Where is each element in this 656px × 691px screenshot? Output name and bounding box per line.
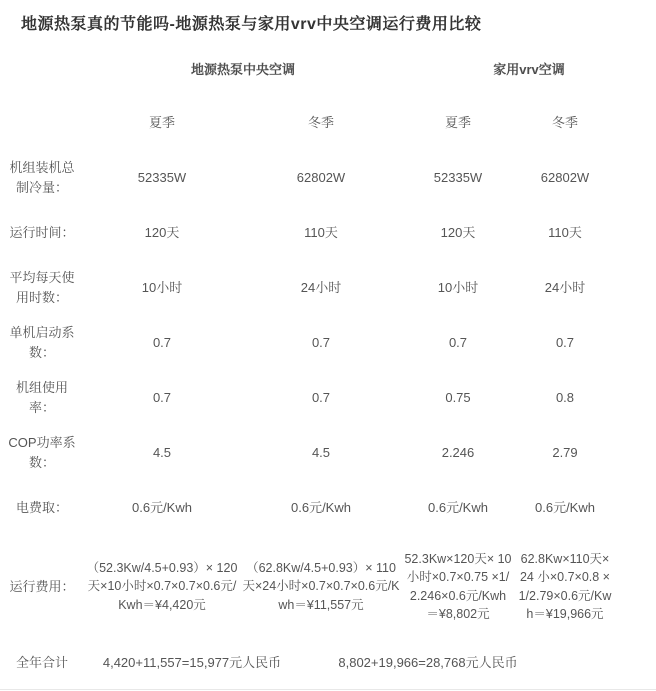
table-row-usage-rate [0, 370, 656, 425]
table-row-cooling-capacity [0, 150, 656, 205]
cell-value: 110天 [304, 224, 338, 240]
total-value-vrv: 8,802+19,966=28,768元人民币 [338, 655, 518, 671]
cell-value: 0.7 [555, 334, 575, 350]
cell-value: 24小时 [544, 279, 586, 295]
group-header-vrv: 家用vrv空调 [493, 62, 565, 78]
cell-value: 4.5 [152, 444, 172, 460]
table-row-electricity-price [0, 480, 656, 535]
cell-value: 0.7 [152, 334, 172, 350]
cell-formula: 52.3Kw×120天× 10 小时×0.7×0.75 ×1/2.246×0.6元/Kwh＝¥8,802元 [404, 552, 512, 621]
row-label: 全年合计 [15, 655, 68, 671]
cell-value: 62802W [540, 169, 590, 185]
row-label: 平均每天使用时数： [9, 270, 75, 305]
row-label: 机组装机总制冷量： [9, 160, 75, 195]
cell-value: 2.79 [552, 444, 578, 460]
cell-value: 10小时 [437, 279, 479, 295]
page-title: 地源热泵真的节能吗-地源热泵与家用vrv中央空调运行费用比较 [21, 16, 482, 33]
table-row-running-cost [0, 535, 656, 638]
cell-formula: （52.3Kw/4.5+0.93）× 120天×10小时×0.7×0.7×0.6元/Kwh＝¥4,420元 [86, 561, 238, 612]
season-label-geo-winter: 冬季 [307, 114, 334, 130]
cell-value: 24小时 [300, 279, 342, 295]
cell-formula: （62.8Kw/4.5+0.93）× 110天×24小时×0.7×0.7×0.6元/Kwh＝¥11,557元 [242, 561, 400, 612]
row-label: 运行时间： [9, 224, 75, 240]
cell-value: 52335W [137, 169, 187, 185]
table-row-yearly-total [0, 638, 656, 688]
group-header-geothermal: 地源热泵中央空调 [190, 62, 295, 78]
cell-value: 120天 [144, 224, 180, 240]
cell-value: 10小时 [141, 279, 183, 295]
season-label-geo-summer: 夏季 [148, 114, 175, 130]
cell-value: 0.6元/Kwh [291, 499, 351, 515]
cell-value: 2.246 [441, 444, 475, 460]
cell-value: 52335W [433, 169, 483, 185]
cell-value: 62802W [296, 169, 346, 185]
row-label: 电费取： [15, 499, 68, 515]
table-row-running-time [0, 205, 656, 260]
cell-value: 0.7 [311, 389, 331, 405]
cell-value: 0.6元/Kwh [428, 499, 488, 515]
table-row-startup-coefficient [0, 315, 656, 370]
season-label-vrv-summer: 夏季 [444, 114, 471, 130]
cell-formula: 62.8Kw×110天× 24 小×0.7×0.8 ×1/2.79×0.6元/Kwh＝¥19,966元 [518, 552, 612, 621]
group-header-row [0, 45, 656, 95]
row-label: 机组使用率： [15, 380, 68, 415]
total-value-geothermal: 4,420+11,557=15,977元人民币 [102, 655, 282, 671]
cell-value: 110天 [548, 224, 582, 240]
cell-value: 0.8 [555, 389, 575, 405]
cell-value: 0.6元/Kwh [132, 499, 192, 515]
season-label-vrv-winter: 冬季 [551, 114, 578, 130]
cell-value: 0.7 [311, 334, 331, 350]
row-label: 单机启动系数： [9, 325, 75, 360]
cell-value: 0.75 [445, 389, 471, 405]
season-header-row [0, 95, 656, 150]
cell-value: 0.6元/Kwh [535, 499, 595, 515]
row-label: COP功率系数： [8, 435, 76, 470]
cell-value: 4.5 [311, 444, 331, 460]
table-row-daily-hours [0, 260, 656, 315]
cell-value: 120天 [440, 224, 476, 240]
row-label: 运行费用： [9, 578, 75, 594]
cell-value: 0.7 [448, 334, 468, 350]
table-row-cop-coefficient [0, 425, 656, 480]
cell-value: 0.7 [152, 389, 172, 405]
